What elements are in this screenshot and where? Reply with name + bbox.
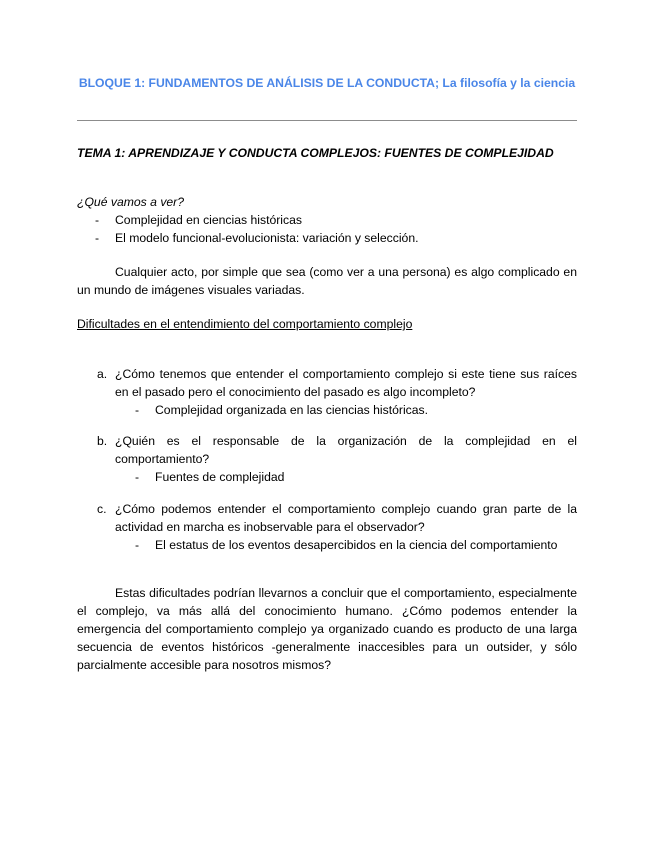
- paragraph-1: Cualquier acto, por simple que sea (como ver a una persona) es algo complicado en un mundo de imágenes visuales variadas.: [77, 265, 577, 297]
- question-item-c: [77, 500, 577, 554]
- list-item: [77, 211, 577, 229]
- sub-item-text: Complejidad organizada en las ciencias históricas.: [155, 403, 429, 417]
- intro-question: ¿Qué vamos a ver?: [77, 195, 185, 209]
- sub-item-text: El estatus de los eventos desapercibidos en la ciencia del comportamiento: [155, 538, 558, 552]
- block-title: BLOQUE 1: FUNDAMENTOS DE ANÁLISIS DE LA CONDUCTA; La filosofía y la ciencia: [78, 76, 576, 90]
- paragraph-2: Estas dificultades podrían llevarnos a concluir que el comportamiento, especialmente el complejo, va más allá del conocimiento humano. ¿Cómo podemos entender la emergencia del comportamiento complejo ya organizado cuando es producto de una larga secuencia de eventos históricos -generalmente inaccesibles para un outsider, y sólo parcialmente accesible para nosotros mismos?: [77, 586, 577, 672]
- question-sub-item: [135, 468, 577, 486]
- list-item-text: El modelo funcional-evolucionista: variación y selección.: [115, 231, 419, 245]
- intro-list: [77, 211, 577, 247]
- list-item: [77, 229, 577, 247]
- horizontal-rule: [77, 120, 577, 121]
- dash-bullet: -: [135, 403, 140, 417]
- dash-bullet: -: [135, 538, 140, 552]
- question-letter: c.: [97, 502, 107, 516]
- question-letter: b.: [97, 434, 108, 448]
- question-text: ¿Cómo podemos entender el comportamiento complejo cuando gran parte de la actividad en marcha es inobservable para el observador?: [115, 502, 577, 534]
- question-sub-item: [135, 401, 577, 419]
- question-text: ¿Cómo tenemos que entender el comportamiento complejo si este tiene sus raíces en el pasado pero el conocimiento del pasado es algo incompleto?: [115, 367, 577, 399]
- question-sub-item: [135, 536, 577, 554]
- dash-bullet: -: [95, 231, 100, 245]
- section-subheading: Dificultades en el entendimiento del comportamiento complejo: [77, 317, 413, 331]
- dash-bullet: -: [95, 213, 100, 227]
- question-letter: a.: [97, 367, 108, 381]
- question-text: ¿Quién es el responsable de la organización de la complejidad en el comportamiento?: [115, 434, 577, 466]
- list-item-text: Complejidad en ciencias históricas: [115, 213, 302, 227]
- sub-item-text: Fuentes de complejidad: [155, 470, 285, 484]
- question-item-b: [77, 432, 577, 486]
- dash-bullet: -: [135, 470, 140, 484]
- topic-title: TEMA 1: APRENDIZAJE Y CONDUCTA COMPLEJOS: FUENTES DE COMPLEJIDAD: [77, 146, 554, 160]
- question-item-a: [77, 365, 577, 419]
